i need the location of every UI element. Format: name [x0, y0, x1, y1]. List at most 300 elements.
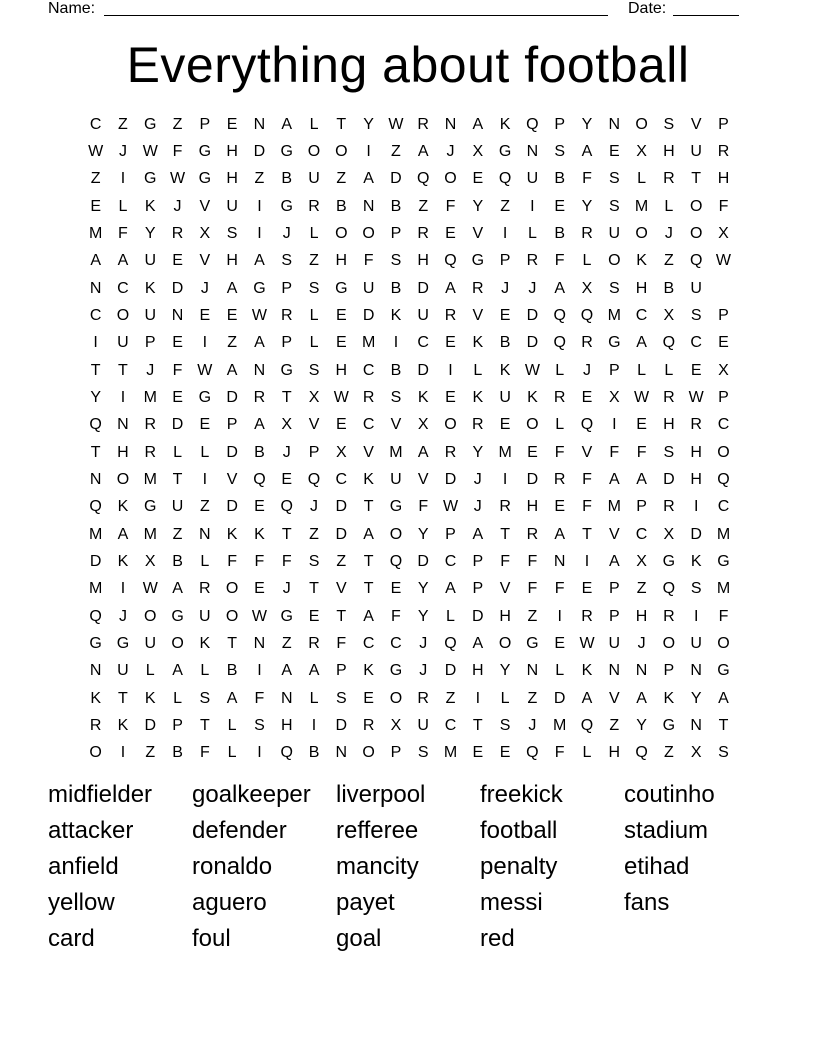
grid-letter: N	[253, 115, 266, 133]
grid-letter: H	[526, 498, 539, 516]
grid-letter: T	[199, 716, 210, 734]
grid-letter: J	[473, 498, 482, 516]
grid-letter: C	[635, 306, 648, 324]
grid-letter: T	[472, 716, 483, 734]
grid-letter: N	[253, 361, 266, 379]
grid-letter: N	[553, 552, 566, 570]
grid-letter: A	[608, 552, 620, 570]
grid-letter: I	[502, 470, 508, 488]
grid-letter: L	[200, 552, 210, 570]
grid-letter: G	[280, 361, 293, 379]
grid-letter: K	[472, 334, 484, 352]
page-title: Everything about football	[126, 37, 690, 93]
grid-letter: F	[281, 552, 292, 570]
grid-letter: A	[254, 416, 265, 434]
grid-letter: C	[362, 361, 375, 379]
grid-letter: S	[554, 142, 566, 160]
grid-letter: J	[282, 580, 291, 598]
grid-letter: N	[253, 634, 266, 652]
grid-letter: V	[608, 525, 620, 543]
grid-row	[82, 576, 742, 603]
grid-letter: L	[637, 170, 647, 188]
grid-letter: C	[635, 525, 648, 543]
grid-letter: L	[527, 224, 537, 242]
grid-letter: K	[527, 388, 538, 406]
grid-letter: M	[607, 498, 621, 516]
grid-letter: Z	[281, 634, 292, 652]
grid-letter: A	[445, 279, 456, 297]
grid-letter: A	[608, 470, 620, 488]
grid-letter: G	[389, 662, 403, 680]
grid-letter: T	[309, 580, 319, 598]
grid-letter: V	[226, 470, 238, 488]
grid-letter: K	[390, 306, 402, 324]
grid-letter: J	[419, 634, 428, 652]
grid-letter: D	[472, 607, 484, 625]
grid-letter: V	[199, 252, 211, 270]
grid-letter: S	[335, 689, 347, 707]
grid-letter: W	[688, 388, 704, 406]
grid-letter: P	[472, 552, 484, 570]
grid-letter: A	[581, 689, 593, 707]
grid-letter: D	[417, 552, 429, 570]
grid-letter: H	[335, 252, 348, 270]
grid-letter: Q	[89, 498, 102, 516]
grid-letter: Z	[309, 525, 319, 543]
grid-letter: B	[663, 279, 675, 297]
word-list-item: foul	[192, 925, 231, 952]
grid-letter: Q	[526, 744, 539, 762]
grid-row	[82, 466, 742, 493]
grid-letter: T	[691, 170, 702, 188]
grid-letter: S	[281, 252, 293, 270]
word-list-item: midfielder	[48, 781, 153, 808]
grid-letter: O	[662, 634, 676, 652]
grid-letter: D	[390, 170, 402, 188]
grid-letter: A	[363, 607, 374, 625]
grid-letter: R	[663, 388, 675, 406]
grid-letter: B	[554, 224, 566, 242]
grid-letter: L	[446, 607, 455, 625]
grid-letter: B	[308, 744, 320, 762]
grid-letter: K	[117, 716, 129, 734]
grid-letter: Z	[445, 689, 456, 707]
grid-letter: Q	[307, 470, 321, 488]
grid-letter: A	[554, 279, 566, 297]
grid-letter: N	[608, 115, 621, 133]
grid-letter: R	[581, 607, 593, 625]
grid-letter: Q	[280, 498, 293, 516]
word-list-item: etihad	[624, 853, 690, 880]
grid-letter: G	[144, 170, 157, 188]
word-list-item: mancity	[336, 853, 419, 880]
grid-letter: H	[663, 142, 675, 160]
grid-letter: U	[526, 170, 539, 188]
grid-letter: W	[88, 142, 104, 160]
grid-letter: A	[472, 115, 484, 133]
grid-letter: G	[498, 142, 512, 160]
grid-letter: W	[634, 388, 650, 406]
grid-letter: E	[281, 470, 293, 488]
grid-letter: S	[308, 279, 320, 297]
grid-letter: A	[90, 252, 101, 270]
grid-letter: T	[363, 552, 374, 570]
word-list-item: goalkeeper	[192, 781, 311, 808]
grid-letter: E	[363, 689, 374, 707]
grid-letter: Z	[336, 170, 347, 188]
grid-letter: Q	[444, 634, 457, 652]
grid-letter: Q	[580, 716, 594, 734]
grid-letter: A	[226, 689, 238, 707]
grid-letter: T	[500, 525, 510, 543]
grid-letter: O	[362, 744, 375, 762]
grid-letter: D	[144, 716, 157, 734]
grid-letter: E	[636, 416, 647, 434]
grid-letter: T	[363, 580, 374, 598]
grid-letter: G	[662, 552, 676, 570]
word-list-item: yellow	[48, 889, 115, 916]
grid-letter: J	[146, 361, 155, 379]
grid-letter: P	[281, 334, 293, 352]
grid-row	[82, 138, 742, 165]
grid-letter: Q	[662, 580, 676, 598]
grid-row	[82, 330, 742, 357]
grid-row	[82, 630, 742, 657]
grid-letter: S	[308, 552, 320, 570]
grid-letter: I	[693, 498, 699, 516]
grid-letter: Y	[472, 443, 484, 461]
grid-row	[82, 521, 742, 548]
grid-letter: S	[308, 361, 320, 379]
grid-letter: O	[89, 744, 102, 762]
grid-letter: L	[173, 443, 182, 461]
grid-letter: Y	[499, 662, 511, 680]
grid-letter: G	[335, 279, 348, 297]
grid-letter: F	[172, 361, 183, 379]
grid-letter: S	[608, 170, 620, 188]
grid-letter: E	[554, 498, 566, 516]
grid-letter: X	[281, 416, 293, 434]
grid-letter: I	[257, 224, 262, 242]
grid-row	[82, 302, 742, 329]
grid-letter: S	[226, 224, 238, 242]
grid-letter: I	[393, 334, 399, 352]
grid-letter: A	[718, 689, 729, 707]
grid-letter: Y	[417, 607, 429, 625]
grid-letter: L	[664, 361, 674, 379]
grid-letter: O	[307, 142, 321, 160]
grid-letter: L	[309, 224, 319, 242]
grid-letter: J	[528, 716, 537, 734]
grid-letter: Z	[227, 334, 238, 352]
grid-letter: J	[637, 634, 646, 652]
grid-letter: F	[554, 443, 565, 461]
grid-letter: M	[143, 388, 157, 406]
grid-letter: K	[117, 552, 129, 570]
grid-letter: O	[116, 470, 130, 488]
date-label: Date:	[628, 0, 667, 17]
grid-letter: R	[690, 416, 702, 434]
grid-letter: A	[226, 361, 238, 379]
grid-letter: E	[172, 334, 183, 352]
grid-letter: U	[417, 306, 429, 324]
grid-letter: H	[717, 170, 730, 188]
grid-letter: O	[144, 607, 157, 625]
grid-letter: O	[526, 416, 539, 434]
grid-letter: E	[499, 744, 511, 762]
grid-letter: Z	[145, 744, 156, 762]
grid-letter: E	[335, 416, 347, 434]
grid-letter: R	[472, 279, 484, 297]
grid-letter: R	[581, 224, 593, 242]
grid-letter: R	[144, 416, 157, 434]
grid-letter: L	[555, 662, 565, 680]
grid-letter: I	[530, 197, 535, 215]
grid-letter: S	[608, 197, 620, 215]
grid-letter: N	[280, 689, 293, 707]
grid-letter: D	[171, 416, 184, 434]
grid-letter: I	[257, 197, 262, 215]
grid-letter: V	[335, 580, 347, 598]
grid-letter: G	[717, 552, 730, 570]
grid-letter: N	[171, 306, 184, 324]
grid-letter: W	[333, 388, 349, 406]
grid-letter: F	[554, 252, 565, 270]
grid-row	[82, 357, 742, 384]
grid-letter: I	[366, 142, 371, 160]
word-list-item: aguero	[192, 889, 267, 916]
grid-letter: Q	[526, 115, 539, 133]
grid-letter: L	[500, 689, 510, 707]
grid-letter: E	[172, 388, 183, 406]
grid-letter: S	[608, 279, 620, 297]
grid-letter: X	[308, 388, 320, 406]
grid-letter: W	[251, 306, 267, 324]
grid-letter: V	[690, 115, 702, 133]
grid-letter: Z	[636, 580, 647, 598]
word-list-item: refferee	[336, 817, 419, 844]
grid-letter: P	[172, 716, 183, 734]
grid-letter: X	[690, 744, 702, 762]
grid-letter: R	[280, 306, 293, 324]
grid-letter: U	[362, 279, 375, 297]
grid-letter: D	[335, 525, 348, 543]
grid-letter: R	[444, 306, 457, 324]
grid-letter: U	[199, 607, 211, 625]
grid-letter: H	[117, 443, 129, 461]
grid-letter: I	[257, 744, 262, 762]
grid-letter: O	[717, 443, 730, 461]
grid-letter: D	[89, 552, 102, 570]
grid-letter: M	[88, 224, 103, 242]
grid-row	[82, 275, 742, 302]
grid-letter: A	[417, 443, 429, 461]
grid-letter: E	[472, 170, 484, 188]
grid-letter: D	[690, 525, 702, 543]
grid-letter: Y	[363, 115, 374, 133]
grid-letter: H	[417, 252, 429, 270]
word-list-item: goal	[336, 925, 382, 952]
grid-letter: V	[581, 443, 593, 461]
grid-letter: Z	[527, 607, 538, 625]
grid-letter: A	[472, 525, 484, 543]
grid-letter: U	[608, 634, 621, 652]
grid-letter: L	[309, 334, 319, 352]
grid-letter: Z	[118, 115, 128, 133]
grid-row	[82, 384, 742, 411]
grid-letter: V	[199, 197, 211, 215]
grid-letter: B	[499, 334, 511, 352]
grid-letter: H	[335, 361, 348, 379]
grid-letter: E	[308, 607, 320, 625]
grid-letter: K	[90, 689, 101, 707]
grid-letter: D	[362, 306, 375, 324]
grid-letter: S	[718, 744, 729, 762]
grid-letter: X	[390, 716, 402, 734]
grid-letter: D	[226, 498, 238, 516]
grid-letter: R	[553, 470, 566, 488]
grid-letter: W	[197, 361, 213, 379]
grid-letter: D	[335, 498, 348, 516]
grid-letter: C	[417, 334, 429, 352]
grid-letter: T	[281, 525, 292, 543]
grid-letter: O	[444, 416, 457, 434]
grid-letter: P	[663, 662, 675, 680]
grid-letter: P	[608, 361, 620, 379]
grid-letter: P	[144, 334, 156, 352]
grid-letter: K	[499, 361, 511, 379]
grid-letter: P	[335, 662, 347, 680]
grid-letter: I	[120, 580, 126, 598]
grid-letter: M	[88, 525, 103, 543]
grid-letter: J	[419, 662, 428, 680]
grid-letter: J	[282, 224, 291, 242]
grid-letter: Q	[580, 416, 594, 434]
grid-letter: I	[557, 607, 562, 625]
grid-letter: J	[118, 142, 127, 160]
grid-letter: B	[254, 443, 265, 461]
grid-letter: K	[226, 525, 238, 543]
grid-letter: P	[718, 115, 729, 133]
grid-letter: Z	[336, 552, 347, 570]
grid-letter: T	[718, 716, 729, 734]
grid-letter: B	[226, 662, 238, 680]
grid-letter: O	[689, 224, 703, 242]
grid-letter: O	[717, 634, 730, 652]
grid-letter: E	[226, 306, 238, 324]
grid-letter: U	[171, 498, 184, 516]
word-list-item: anfield	[48, 853, 119, 880]
grid-letter: Q	[662, 334, 676, 352]
grid-letter: U	[690, 279, 702, 297]
grid-letter: F	[500, 552, 510, 570]
grid-letter: Y	[690, 689, 702, 707]
word-list-item: ronaldo	[192, 853, 273, 880]
grid-letter: E	[254, 498, 265, 516]
grid-letter: R	[717, 142, 730, 160]
grid-letter: Z	[663, 252, 674, 270]
grid-letter: V	[390, 416, 402, 434]
grid-letter: W	[388, 115, 404, 133]
name-label: Name:	[48, 0, 96, 17]
word-list-item: coutinho	[624, 781, 715, 808]
grid-letter: M	[143, 470, 157, 488]
grid-letter: O	[498, 634, 512, 652]
grid-letter: X	[417, 416, 429, 434]
grid-letter: M	[553, 716, 567, 734]
grid-letter: U	[117, 662, 129, 680]
grid-letter: Y	[144, 224, 156, 242]
grid-letter: G	[144, 115, 157, 133]
grid-letter: E	[445, 334, 456, 352]
grid-letter: Y	[417, 580, 429, 598]
grid-letter: Q	[444, 252, 457, 270]
grid-letter: G	[253, 279, 266, 297]
grid-letter: S	[254, 716, 265, 734]
grid-letter: I	[120, 744, 126, 762]
grid-letter: M	[361, 334, 376, 352]
grid-letter: A	[636, 334, 647, 352]
grid-letter: L	[227, 716, 237, 734]
grid-letter: E	[499, 306, 511, 324]
grid-row	[82, 166, 742, 193]
grid-letter: A	[172, 662, 183, 680]
grid-letter: N	[635, 662, 648, 680]
grid-letter: Z	[172, 525, 183, 543]
word-list-item: messi	[480, 889, 543, 916]
word-list-item: card	[48, 925, 95, 952]
grid-letter: Q	[553, 306, 566, 324]
grid-letter: Z	[254, 170, 265, 188]
grid-letter: O	[225, 580, 239, 598]
grid-letter: T	[118, 361, 128, 379]
grid-letter: P	[554, 115, 566, 133]
grid-letter: C	[717, 498, 730, 516]
grid-letter: G	[280, 142, 293, 160]
grid-letter: K	[144, 197, 156, 215]
grid-letter: J	[310, 498, 319, 516]
grid-letter: C	[335, 470, 348, 488]
grid-letter: Q	[89, 416, 102, 434]
grid-letter: R	[362, 716, 375, 734]
grid-letter: X	[335, 443, 347, 461]
grid-letter: P	[390, 224, 402, 242]
grid-letter: F	[718, 607, 729, 625]
grid-letter: E	[199, 306, 211, 324]
grid-letter: N	[362, 197, 375, 215]
grid-letter: R	[199, 580, 211, 598]
grid-letter: S	[390, 252, 402, 270]
grid-letter: T	[227, 634, 238, 652]
grid-letter: Y	[581, 115, 593, 133]
grid-letter: K	[663, 689, 675, 707]
grid-letter: C	[717, 416, 730, 434]
grid-row	[82, 412, 742, 439]
grid-letter: T	[336, 607, 347, 625]
grid-letter: F	[254, 689, 265, 707]
grid-letter: O	[171, 634, 184, 652]
grid-letter: J	[118, 607, 127, 625]
grid-letter: F	[445, 197, 456, 215]
grid-letter: G	[89, 634, 102, 652]
grid-letter: L	[664, 197, 674, 215]
grid-letter: S	[390, 388, 402, 406]
grid-letter: I	[448, 361, 453, 379]
grid-letter: R	[526, 252, 539, 270]
grid-letter: H	[472, 662, 484, 680]
grid-letter: U	[608, 224, 621, 242]
grid-letter: Q	[280, 744, 293, 762]
